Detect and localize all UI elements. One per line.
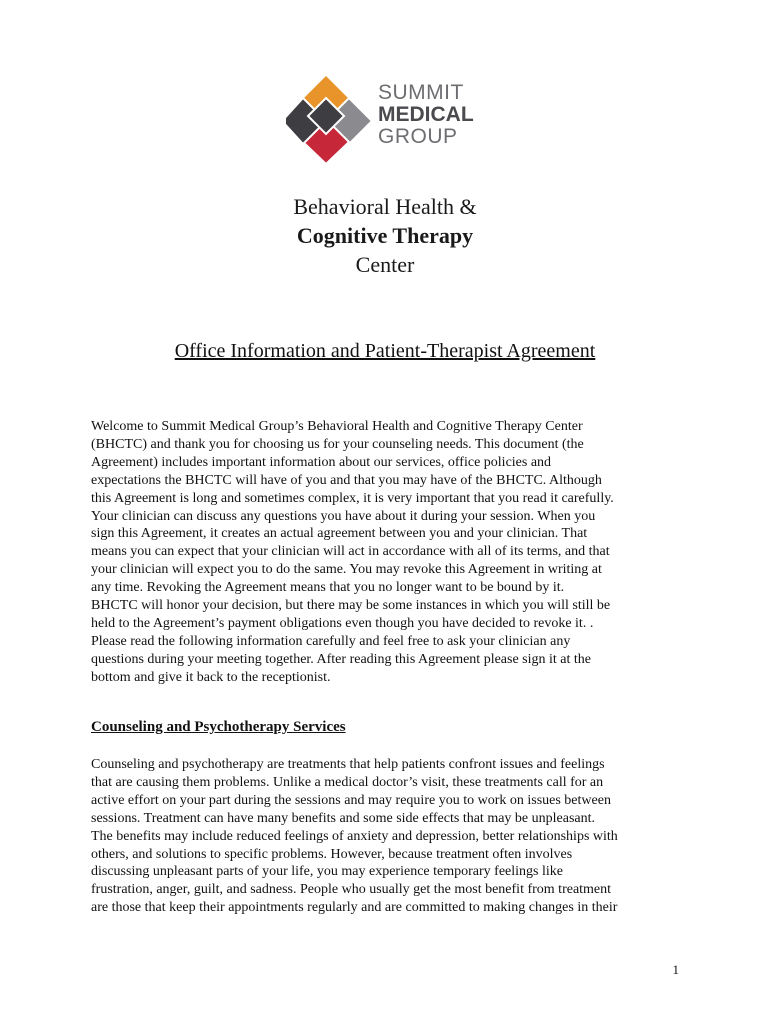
- text-line: Welcome to Summit Medical Group’s Behavioral Health and Cognitive Therapy Center: [91, 419, 583, 434]
- logo-line-medical: MEDICAL: [378, 103, 474, 126]
- text-line: sign this Agreement, it creates an actual agreement between you and your clinician. That: [91, 526, 588, 542]
- text-line: Agreement) includes important information about our services, office policies and: [91, 454, 552, 470]
- text-line: Your clinician can discuss any questions you have about it during your session. When you: [91, 508, 596, 524]
- counseling-paragraph: [91, 756, 671, 917]
- section-heading-counseling: Counseling and Psychotherapy Services: [91, 719, 346, 735]
- text-line: this Agreement is long and sometimes complex, it is very important that you read it carefully.: [91, 490, 614, 506]
- text-line: expectations the BHCTC will have of you and that you may have of the BHCTC. Although: [91, 472, 602, 488]
- text-line: active effort on your part during the sessions and may require you to work on issues between: [91, 792, 611, 808]
- center-name-line-1: Behavioral Health &: [293, 194, 477, 219]
- summit-medical-group-logo: [286, 74, 476, 164]
- logo-line-group: GROUP: [378, 125, 458, 148]
- center-name-line-3: Center: [355, 252, 415, 277]
- text-line: BHCTC will honor your decision, but there may be some instances in which you will still be: [91, 598, 611, 614]
- text-line: sessions. Treatment can have many benefits and some side effects that may be unpleasant.: [91, 810, 595, 826]
- logo-line-summit: SUMMIT: [378, 81, 464, 104]
- text-line: Please read the following information carefully and feel free to ask your clinician any: [91, 633, 571, 649]
- agreement-title: Office Information and Patient-Therapist Agreement: [174, 340, 596, 362]
- text-line: are those that keep their appointments regularly and are committed to making changes in their: [91, 900, 618, 916]
- text-line: any time. Revoking the Agreement means that you no longer want to be bound by it.: [91, 580, 565, 596]
- logo-wordmark: [378, 82, 474, 148]
- text-line: Counseling and psychotherapy are treatments that help patients confront issues and feelings: [91, 757, 605, 772]
- text-line: your clinician will expect you to do the same. You may revoke this Agreement in writing at: [91, 562, 602, 578]
- logo-diamond-mark-icon: [286, 74, 378, 164]
- text-line: that are causing them problems. Unlike a medical doctor’s visit, these treatments call for an: [91, 774, 604, 790]
- center-name-line-2: Cognitive Therapy: [296, 223, 474, 248]
- text-line: discussing unpleasant parts of your life, you may experience temporary feelings like: [91, 864, 563, 880]
- center-name-heading: [0, 192, 770, 279]
- text-line: questions during your meeting together. After reading this Agreement please sign it at the: [91, 651, 591, 667]
- intro-paragraph: [91, 418, 671, 687]
- text-line: (BHCTC) and thank you for choosing us for your counseling needs. This document (the: [91, 436, 584, 452]
- text-line: means you can expect that your clinician will act in accordance with all of its terms, and that: [91, 544, 610, 560]
- text-line: held to the Agreement’s payment obligations even though you have decided to revoke it. .: [91, 615, 594, 631]
- text-line: bottom and give it back to the receptionist.: [91, 669, 331, 685]
- text-line: The benefits may include reduced feelings of anxiety and depression, better relationships with: [91, 828, 618, 844]
- text-line: frustration, anger, guilt, and sadness. People who usually get the most benefit from treatment: [91, 882, 612, 898]
- page-number: 1: [672, 962, 679, 977]
- text-line: others, and solutions to specific problems. However, because treatment often involves: [91, 846, 573, 862]
